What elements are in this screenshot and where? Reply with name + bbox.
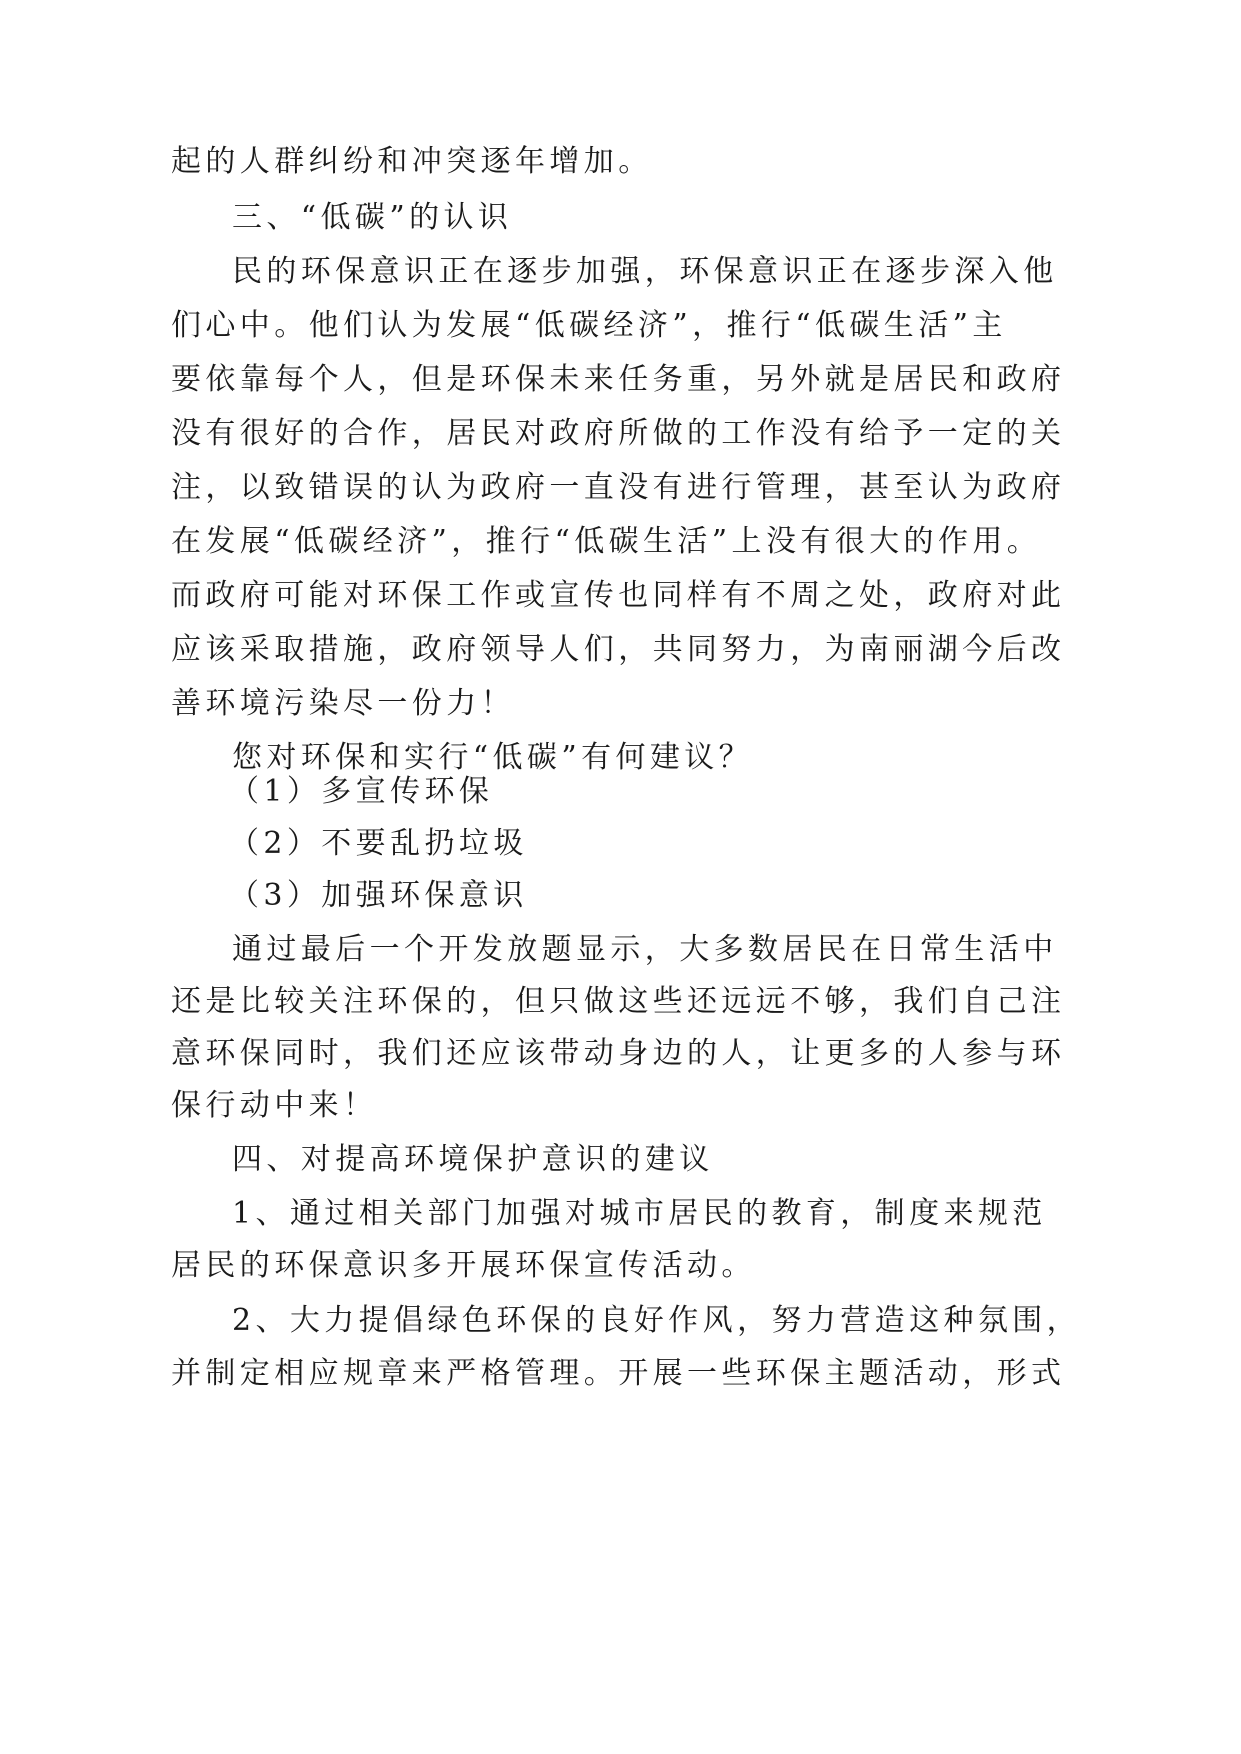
recommendation-1-line-2: 居民的环保意识多开展环保宣传活动。	[171, 1248, 756, 1283]
body-line-18: 意环保同时，我们还应该带动身边的人，让更多的人参与环	[171, 1036, 1066, 1071]
recommendation-1-line-1: 1、通过相关部门加强对城市居民的教育，制度来规范	[232, 1196, 1047, 1231]
body-line-16: 通过最后一个开发放题显示，大多数居民在日常生活中	[232, 932, 1058, 967]
body-line-10: 应该采取措施，政府领导人们，共同努力，为南丽湖今后改	[171, 632, 1066, 667]
body-line-4: 们心中。他们认为发展“低碳经济”，推行“低碳生活”主	[171, 308, 1007, 343]
suggestion-item-1: （1）多宣传环保	[229, 774, 494, 809]
body-line-7: 注，以致错误的认为政府一直没有进行管理，甚至认为政府	[171, 470, 1066, 505]
question-line: 您对环保和实行“低碳”有何建议？	[232, 740, 754, 775]
body-line-6: 没有很好的合作，居民对政府所做的工作没有给予一定的关	[171, 416, 1066, 451]
body-line-17: 还是比较关注环保的，但只做这些还远远不够，我们自己注	[171, 984, 1066, 1019]
suggestion-item-2: （2）不要乱扔垃圾	[229, 826, 528, 861]
section-heading-3: 三、“低碳”的认识	[232, 200, 513, 235]
section-heading-4: 四、对提高环境保护意识的建议	[232, 1142, 714, 1177]
body-line-9: 而政府可能对环保工作或宣传也同样有不周之处，政府对此	[171, 578, 1066, 613]
body-line-11: 善环境污染尽一份力！	[171, 686, 515, 721]
body-line-5: 要依靠每个人，但是环保未来任务重，另外就是居民和政府	[171, 362, 1066, 397]
body-line-3: 民的环保意识正在逐步加强，环保意识正在逐步深入他	[232, 254, 1058, 289]
body-line-1: 起的人群纠纷和冲突逐年增加。	[171, 144, 653, 179]
recommendation-2-line-2: 并制定相应规章来严格管理。开展一些环保主题活动，形式	[171, 1356, 1066, 1391]
body-line-19: 保行动中来！	[171, 1088, 378, 1123]
body-line-8: 在发展“低碳经济”，推行“低碳生活”上没有很大的作用。	[171, 524, 1042, 559]
suggestion-item-3: （3）加强环保意识	[229, 878, 528, 913]
recommendation-2-line-1: 2、大力提倡绿色环保的良好作风，努力营造这种氛围，	[232, 1303, 1082, 1338]
